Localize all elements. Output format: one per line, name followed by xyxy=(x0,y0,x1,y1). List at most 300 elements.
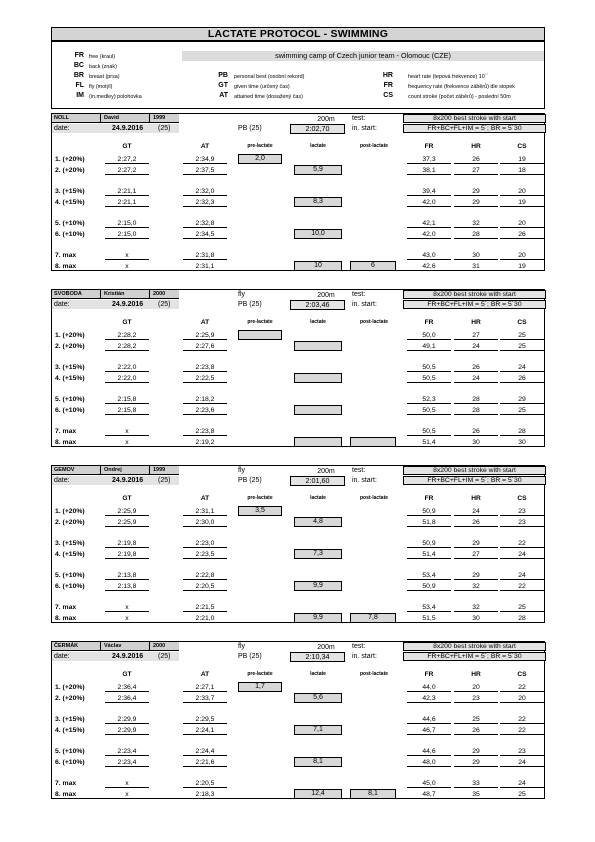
fr-value: 44,0 xyxy=(407,684,451,692)
legend-abbr: GT xyxy=(218,82,228,89)
fr-value: 51,5 xyxy=(407,615,451,623)
col-fr: FR xyxy=(424,319,434,326)
hr-value: 29 xyxy=(454,572,498,580)
fr-value: 42,1 xyxy=(407,220,451,228)
hr-value: 26 xyxy=(454,519,498,527)
row-label: 6. (+10%) xyxy=(55,759,85,766)
date-value: 24.9.2016 xyxy=(112,653,144,660)
lactate-value xyxy=(294,341,342,351)
at-value: 2:25,9 xyxy=(183,332,227,340)
date-value: 24.9.2016 xyxy=(112,125,144,132)
gt-value: 2:36,4 xyxy=(105,695,149,703)
fr-value: 38,1 xyxy=(407,167,451,175)
lactate-value: 4,8 xyxy=(294,517,342,527)
fr-value: 50,9 xyxy=(407,540,451,548)
gt-value: 2:25,9 xyxy=(105,508,149,516)
swimmer-year: 1999 xyxy=(153,115,166,121)
cs-value: 26 xyxy=(500,231,544,239)
pb-label: PB (25) xyxy=(238,653,262,660)
swimmer-block xyxy=(51,641,545,799)
at-value: 2:22,8 xyxy=(183,572,227,580)
cs-value: 23 xyxy=(500,519,544,527)
cs-value: 23 xyxy=(500,748,544,756)
at-value: 2:32,3 xyxy=(183,199,227,207)
swimmer-surname: NOLL xyxy=(54,115,69,121)
lactate-value: 9,9 xyxy=(294,613,342,623)
gt-value: 2:23,4 xyxy=(105,748,149,756)
date-label: date: xyxy=(54,653,70,660)
test-description: 8x200 best stroke with start xyxy=(403,290,546,299)
legend-abbr: CS xyxy=(383,92,393,99)
fr-value: 50,0 xyxy=(407,332,451,340)
gt-value: 2:19,8 xyxy=(105,540,149,548)
at-value: 2:20,5 xyxy=(183,780,227,788)
hr-value: 32 xyxy=(454,220,498,228)
date-label: date: xyxy=(54,301,70,308)
stroke-label: fly xyxy=(238,467,245,474)
row-label: 6. (+10%) xyxy=(55,231,85,238)
cs-value: 24 xyxy=(500,551,544,559)
swimmer-firstname: Václav xyxy=(104,643,122,649)
gt-value: 2:27,2 xyxy=(105,156,149,164)
test-label: test: xyxy=(352,467,366,474)
separator xyxy=(100,114,101,123)
hr-value: 26 xyxy=(454,364,498,372)
hr-value: 35 xyxy=(454,791,498,799)
row-label: 7. max xyxy=(55,252,77,259)
col-gt: GT xyxy=(122,143,132,150)
name-box xyxy=(52,290,179,299)
at-value: 2:23,0 xyxy=(183,540,227,548)
cs-value: 19 xyxy=(500,156,544,164)
at-value: 2:21,0 xyxy=(183,615,227,623)
at-value: 2:24,1 xyxy=(183,727,227,735)
fr-value: 46,7 xyxy=(407,727,451,735)
swimmer-surname: GEMOV xyxy=(54,467,75,473)
row-label: 3. (+15%) xyxy=(55,364,85,371)
cs-value: 25 xyxy=(500,332,544,340)
legend-desc: attained time (dosažený čas) xyxy=(234,94,303,100)
swimmer-block xyxy=(51,113,545,271)
lactate-value: 12,4 xyxy=(294,789,342,799)
hr-value: 32 xyxy=(454,604,498,612)
lactate-value: 7,1 xyxy=(294,725,342,735)
at-value: 2:23,8 xyxy=(183,364,227,372)
swimmer-year: 2000 xyxy=(153,291,166,297)
lactate-value xyxy=(294,437,342,447)
legend-abbr: HR xyxy=(382,72,393,79)
swimmer-surname: SVOBODA xyxy=(54,291,82,297)
gt-value: 2:36,4 xyxy=(105,684,149,692)
prelactate-value: 2,0 xyxy=(238,154,282,164)
cs-value: 22 xyxy=(500,684,544,692)
gt-value: 2:19,8 xyxy=(105,551,149,559)
cs-value: 18 xyxy=(500,167,544,175)
hr-value: 30 xyxy=(454,439,498,447)
at-value: 2:21,5 xyxy=(183,604,227,612)
test-description: 8x200 best stroke with start xyxy=(403,466,546,475)
gt-value: 2:25,9 xyxy=(105,519,149,527)
row-label: 1. (+20%) xyxy=(55,684,85,691)
at-value: 2:18,2 xyxy=(183,396,227,404)
hr-value: 24 xyxy=(454,343,498,351)
col-fr: FR xyxy=(424,143,434,150)
test-label: test: xyxy=(352,643,366,650)
gt-value: 2:22,0 xyxy=(105,375,149,383)
hr-value: 24 xyxy=(454,375,498,383)
separator xyxy=(149,466,150,475)
gt-value: x xyxy=(105,439,149,447)
legend-desc: (in.medley) polohovka xyxy=(89,94,142,100)
col-postlactate: post-lactate xyxy=(359,143,389,149)
gt-value: 2:28,2 xyxy=(105,343,149,351)
separator xyxy=(149,114,150,123)
swimmer-block xyxy=(51,289,545,447)
swimmer-year: 1999 xyxy=(153,467,166,473)
row-label: 6. (+10%) xyxy=(55,407,85,414)
legend-abbr: PB xyxy=(218,72,228,79)
fr-value: 37,3 xyxy=(407,156,451,164)
distance-label: 200m xyxy=(317,292,335,299)
row-label: 4. (+15%) xyxy=(55,375,85,382)
start-interval: FR+BC+FL+IM = 5´; BR = 5´30 xyxy=(403,300,546,309)
fr-value: 45,0 xyxy=(407,780,451,788)
hr-value: 27 xyxy=(454,332,498,340)
gt-value: x xyxy=(105,428,149,436)
gt-value: 2:27,2 xyxy=(105,167,149,175)
at-value: 2:19,2 xyxy=(183,439,227,447)
row-label: 8. max xyxy=(55,791,77,798)
cs-value: 23 xyxy=(500,508,544,516)
hr-value: 32 xyxy=(454,583,498,591)
legend-abbr: BR xyxy=(73,72,84,79)
at-value: 2:23,6 xyxy=(183,407,227,415)
row-label: 2. (+20%) xyxy=(55,343,85,350)
hr-value: 29 xyxy=(454,188,498,196)
camp-title: swimming camp of Czech junior team - Olomouc (CZE) xyxy=(182,51,544,61)
fr-value: 48,0 xyxy=(407,759,451,767)
col-cs: CS xyxy=(517,319,527,326)
gt-value: 2:15,0 xyxy=(105,231,149,239)
cs-value: 19 xyxy=(500,199,544,207)
cs-value: 25 xyxy=(500,791,544,799)
at-value: 2:32,0 xyxy=(183,188,227,196)
swimmer-firstname: David xyxy=(104,115,119,121)
at-value: 2:23,5 xyxy=(183,551,227,559)
col-at: AT xyxy=(200,143,210,150)
cs-value: 29 xyxy=(500,396,544,404)
hr-value: 26 xyxy=(454,727,498,735)
col-lactate: lactate xyxy=(310,495,326,501)
row-label: 3. (+15%) xyxy=(55,188,85,195)
test-description: 8x200 best stroke with start xyxy=(403,114,546,123)
start-label: in. start: xyxy=(352,477,377,484)
cs-value: 30 xyxy=(500,439,544,447)
postlactate-value: 7,8 xyxy=(350,613,396,623)
prelactate-value: 1,7 xyxy=(238,682,282,692)
hr-value: 29 xyxy=(454,199,498,207)
pool-length: (25) xyxy=(158,301,171,308)
at-value: 2:21,6 xyxy=(183,759,227,767)
legend-desc: count stroke (počet záběrů) - poslední 50m xyxy=(408,94,511,100)
hr-value: 27 xyxy=(454,167,498,175)
date-label: date: xyxy=(54,477,70,484)
row-label: 8. max xyxy=(55,615,77,622)
row-label: 2. (+20%) xyxy=(55,519,85,526)
hr-value: 29 xyxy=(454,759,498,767)
fr-value: 43,0 xyxy=(407,252,451,260)
gt-value: x xyxy=(105,780,149,788)
hr-value: 33 xyxy=(454,780,498,788)
distance-label: 200m xyxy=(317,468,335,475)
legend-desc: personal best (osobní rekord) xyxy=(234,74,305,80)
fr-value: 50,5 xyxy=(407,364,451,372)
col-postlactate: post-lactate xyxy=(359,319,389,325)
gt-value: 2:13,8 xyxy=(105,572,149,580)
lactate-value: 8,3 xyxy=(294,197,342,207)
at-value: 2:20,5 xyxy=(183,583,227,591)
col-gt: GT xyxy=(122,495,132,502)
legend-desc: fly (motýl) xyxy=(89,84,113,90)
at-value: 2:37,5 xyxy=(183,167,227,175)
personal-best: 2:01,60 xyxy=(290,476,345,486)
separator xyxy=(100,642,101,651)
row-label: 6. (+10%) xyxy=(55,583,85,590)
cs-value: 22 xyxy=(500,716,544,724)
fr-value: 51,8 xyxy=(407,519,451,527)
hr-value: 27 xyxy=(454,551,498,559)
gt-value: 2:28,2 xyxy=(105,332,149,340)
row-label: 2. (+20%) xyxy=(55,167,85,174)
legend-abbr: FR xyxy=(74,52,84,59)
gt-value: x xyxy=(105,604,149,612)
at-value: 2:33,7 xyxy=(183,695,227,703)
lactate-value xyxy=(294,373,342,383)
personal-best: 2:03,46 xyxy=(290,300,345,310)
col-prelactate: pre-lactate xyxy=(247,671,273,677)
col-hr: HR xyxy=(471,319,481,326)
at-value: 2:18,3 xyxy=(183,791,227,799)
at-value: 2:34,9 xyxy=(183,156,227,164)
fr-value: 42,3 xyxy=(407,695,451,703)
at-value: 2:31,8 xyxy=(183,252,227,260)
lactate-value: 10 xyxy=(294,261,342,271)
hr-value: 26 xyxy=(454,156,498,164)
gt-value: 2:13,8 xyxy=(105,583,149,591)
fr-value: 51,4 xyxy=(407,551,451,559)
at-value: 2:31,1 xyxy=(183,508,227,516)
lactate-value: 10,0 xyxy=(294,229,342,239)
swimmer-firstname: Kristián xyxy=(104,291,125,297)
at-value: 2:29,5 xyxy=(183,716,227,724)
fr-value: 42,0 xyxy=(407,231,451,239)
fr-value: 44,6 xyxy=(407,748,451,756)
lactate-value: 8,1 xyxy=(294,757,342,767)
personal-best: 2:02,70 xyxy=(290,124,345,134)
col-lactate: lactate xyxy=(310,671,326,677)
date-value: 24.9.2016 xyxy=(112,301,144,308)
gt-value: 2:21,1 xyxy=(105,199,149,207)
personal-best: 2:10,34 xyxy=(290,652,345,662)
gt-value: 2:21,1 xyxy=(105,188,149,196)
name-box xyxy=(52,466,179,475)
row-label: 1. (+20%) xyxy=(55,156,85,163)
at-value: 2:23,8 xyxy=(183,428,227,436)
distance-label: 200m xyxy=(317,644,335,651)
col-postlactate: post-lactate xyxy=(359,671,389,677)
at-value: 2:27,6 xyxy=(183,343,227,351)
row-label: 5. (+10%) xyxy=(55,572,85,579)
col-cs: CS xyxy=(517,143,527,150)
swimmer-year: 2000 xyxy=(153,643,166,649)
col-hr: HR xyxy=(471,495,481,502)
fr-value: 51,4 xyxy=(407,439,451,447)
start-label: in. start: xyxy=(352,301,377,308)
separator xyxy=(100,290,101,299)
hr-value: 25 xyxy=(454,716,498,724)
at-value: 2:32,8 xyxy=(183,220,227,228)
cs-value: 20 xyxy=(500,220,544,228)
start-label: in. start: xyxy=(352,125,377,132)
date-label: date: xyxy=(54,125,70,132)
fr-value: 44,6 xyxy=(407,716,451,724)
col-gt: GT xyxy=(122,671,132,678)
stroke-label: fly xyxy=(238,291,245,298)
swimmer-surname: ČERMÁK xyxy=(54,643,79,649)
pb-label: PB (25) xyxy=(238,301,262,308)
hr-value: 28 xyxy=(454,407,498,415)
row-label: 5. (+10%) xyxy=(55,220,85,227)
legend-desc: given time (určený čas) xyxy=(234,84,290,90)
fr-value: 53,4 xyxy=(407,604,451,612)
row-label: 3. (+15%) xyxy=(55,716,85,723)
col-hr: HR xyxy=(471,671,481,678)
name-box xyxy=(52,114,179,123)
hr-value: 30 xyxy=(454,615,498,623)
gt-value: 2:22,0 xyxy=(105,364,149,372)
start-interval: FR+BC+FL+IM = 5´; BR = 5´30 xyxy=(403,124,546,133)
gt-value: 2:15,8 xyxy=(105,407,149,415)
hr-value: 23 xyxy=(454,695,498,703)
col-fr: FR xyxy=(424,495,434,502)
stroke-label: fly xyxy=(238,643,245,650)
gt-value: x xyxy=(105,252,149,260)
gt-value: 2:29,9 xyxy=(105,716,149,724)
row-label: 5. (+10%) xyxy=(55,396,85,403)
legend-abbr: AT xyxy=(219,92,228,99)
hr-value: 28 xyxy=(454,231,498,239)
legend-desc: breast (prsa) xyxy=(89,74,120,80)
at-value: 2:27,1 xyxy=(183,684,227,692)
at-value: 2:22,5 xyxy=(183,375,227,383)
postlactate-value xyxy=(350,437,396,447)
col-cs: CS xyxy=(517,671,527,678)
at-value: 2:30,0 xyxy=(183,519,227,527)
col-fr: FR xyxy=(424,671,434,678)
start-interval: FR+BC+FL+IM = 5´; BR = 5´30 xyxy=(403,476,546,485)
postlactate-value: 6 xyxy=(350,261,396,271)
col-prelactate: pre-lactate xyxy=(247,143,273,149)
hr-value: 24 xyxy=(454,508,498,516)
legend-abbr: IM xyxy=(76,92,84,99)
test-label: test: xyxy=(352,115,366,122)
hr-value: 26 xyxy=(454,428,498,436)
row-label: 1. (+20%) xyxy=(55,332,85,339)
lactate-value: 5,6 xyxy=(294,693,342,703)
cs-value: 24 xyxy=(500,572,544,580)
row-label: 1. (+20%) xyxy=(55,508,85,515)
hr-value: 29 xyxy=(454,540,498,548)
col-at: AT xyxy=(200,495,210,502)
cs-value: 24 xyxy=(500,364,544,372)
fr-value: 42,0 xyxy=(407,199,451,207)
date-value: 24.9.2016 xyxy=(112,477,144,484)
cs-value: 28 xyxy=(500,615,544,623)
separator xyxy=(149,642,150,651)
prelactate-value: 3,5 xyxy=(238,506,282,516)
cs-value: 22 xyxy=(500,727,544,735)
legend-desc: frequency rate (frekvence záběrů) dle stopek xyxy=(408,84,515,90)
gt-value: x xyxy=(105,615,149,623)
gt-value: 2:15,0 xyxy=(105,220,149,228)
hr-value: 28 xyxy=(454,396,498,404)
legend-abbr: FR xyxy=(383,82,393,89)
row-label: 8. max xyxy=(55,263,77,270)
fr-value: 50,9 xyxy=(407,583,451,591)
col-cs: CS xyxy=(517,495,527,502)
row-label: 4. (+15%) xyxy=(55,551,85,558)
fr-value: 39,4 xyxy=(407,188,451,196)
col-lactate: lactate xyxy=(310,319,326,325)
cs-value: 24 xyxy=(500,780,544,788)
cs-value: 25 xyxy=(500,604,544,612)
row-label: 7. max xyxy=(55,604,77,611)
separator xyxy=(149,290,150,299)
pb-label: PB (25) xyxy=(238,125,262,132)
cs-value: 26 xyxy=(500,375,544,383)
distance-label: 200m xyxy=(317,116,335,123)
lactate-value: 7,3 xyxy=(294,549,342,559)
fr-value: 50,5 xyxy=(407,428,451,436)
at-value: 2:31,1 xyxy=(183,263,227,271)
col-prelactate: pre-lactate xyxy=(247,319,273,325)
row-label: 4. (+15%) xyxy=(55,727,85,734)
pool-length: (25) xyxy=(158,477,171,484)
pb-label: PB (25) xyxy=(238,477,262,484)
cs-value: 20 xyxy=(500,188,544,196)
cs-value: 22 xyxy=(500,540,544,548)
gt-value: 2:23,4 xyxy=(105,759,149,767)
cs-value: 24 xyxy=(500,759,544,767)
at-value: 2:34,5 xyxy=(183,231,227,239)
cs-value: 19 xyxy=(500,263,544,271)
row-label: 5. (+10%) xyxy=(55,748,85,755)
legend-desc: back (znak) xyxy=(89,64,117,70)
cs-value: 28 xyxy=(500,428,544,436)
col-at: AT xyxy=(200,671,210,678)
lactate-value xyxy=(294,405,342,415)
name-box xyxy=(52,642,179,651)
lactate-value: 9,9 xyxy=(294,581,342,591)
page-title: LACTATE PROTOCOL - SWIMMING xyxy=(51,27,545,41)
cs-value: 20 xyxy=(500,252,544,260)
fr-value: 52,3 xyxy=(407,396,451,404)
row-label: 8. max xyxy=(55,439,77,446)
col-prelactate: pre-lactate xyxy=(247,495,273,501)
fr-value: 50,5 xyxy=(407,407,451,415)
fr-value: 53,4 xyxy=(407,572,451,580)
hr-value: 30 xyxy=(454,252,498,260)
